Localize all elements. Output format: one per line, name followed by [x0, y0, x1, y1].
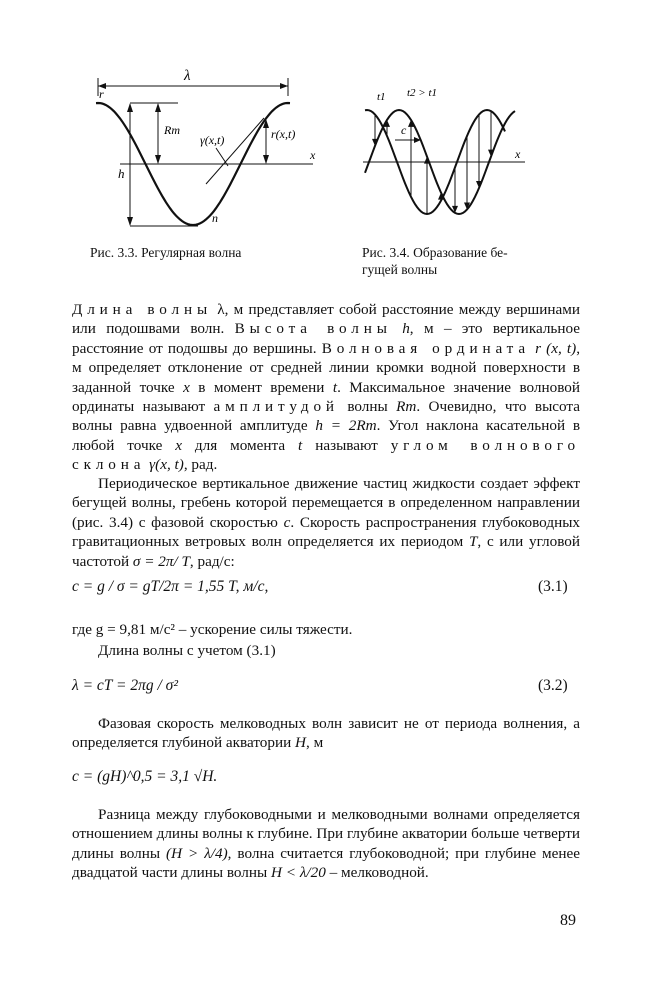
fig33-x-label: x: [310, 148, 316, 162]
math-symbol: x: [183, 378, 190, 396]
figure-3-3-regular-wave: [88, 68, 328, 238]
text-run: Разница между глубоководными и мелководными волнами определяется отношением длины волны к глубине. При глубине акватории больше четверти длины волны: [72, 806, 580, 862]
text-run: , рад.: [183, 456, 218, 474]
math-symbol: γ(x, t): [149, 456, 184, 474]
fig33-rxt-label: r(x,t): [271, 127, 296, 141]
math-symbol: Rm: [396, 398, 417, 416]
text-run: [392, 320, 402, 337]
paragraph-6: [72, 805, 580, 883]
math-symbol: t: [298, 436, 303, 454]
math-symbol: σ = 2π/ T: [132, 552, 190, 570]
text-run: , рад/с:: [189, 552, 235, 570]
fig33-r-label: r: [99, 87, 104, 101]
text-run: , м определяет отклонение от средней линии кромки водной поверхности в заданной точке: [72, 339, 580, 396]
fig33-gamma-label: γ(x,t): [200, 133, 225, 147]
text-run: . Максимальное значение волновой ординаты называют: [72, 378, 580, 416]
figure-3-4-traveling-wave: [355, 82, 540, 232]
figure-3-4-caption-line2: гущей волны: [362, 262, 438, 277]
text-run: Фазовая скорость мелководных волн зависит не от периода волнения, а определяется глубиной акватории: [72, 715, 580, 752]
text-run: , волна считается глубоководной; при глубине менее двадцатой части длины волны: [72, 844, 580, 882]
math-symbol: H < λ/20: [271, 864, 326, 882]
math-symbol: T: [468, 533, 478, 551]
math-symbol: h: [402, 320, 410, 338]
text-run: , с или угловой частотой: [72, 533, 580, 570]
text-run: . Очевидно, что высота волны равна удвоенной амплитуде: [72, 398, 580, 435]
paragraph-deep-vs-shallow: [72, 805, 580, 883]
equation-shallow-speed: c = (gH)^0,5 = 3,1 √H.: [72, 768, 218, 785]
paragraph-1: [72, 300, 580, 475]
spaced-term: амплитудой: [213, 398, 339, 416]
paragraph-wave-definitions: [72, 300, 580, 475]
spaced-term: углом волнового склона: [72, 436, 581, 474]
math-symbol: (H > λ/4): [166, 844, 228, 862]
math-symbol: c: [283, 513, 291, 531]
figure-3-4-caption-line1: Рис. 3.4. Образование бе-: [362, 245, 508, 260]
fig34-c-label: c: [401, 123, 407, 137]
equation-3-2: λ = cT = 2πg / σ²: [72, 677, 178, 694]
figure-3-3-caption: Рис. 3.3. Регулярная волна: [90, 245, 242, 260]
text-run: , м: [306, 734, 324, 752]
fig33-lambda-label: λ: [184, 68, 191, 84]
fig33-h-label: h: [118, 166, 125, 181]
spaced-term: Высота волны: [234, 320, 392, 338]
paragraph-shallow-water: [72, 714, 580, 753]
math-symbol: t: [332, 378, 338, 396]
equation-3-1: c = g / σ = gT/2π = 1,55 T, м/с,: [72, 578, 269, 595]
text-run: . Скорость распространения глубоководных гравитационных ветровых волн определяется их периодом: [72, 513, 580, 551]
fig33-trough-label: п: [212, 211, 218, 225]
text-run: , м – это вертикальное расстояние от подошвы до вершины.: [72, 320, 580, 357]
text-run: – мелководной.: [325, 864, 429, 882]
text-run: в момент времени: [189, 378, 333, 396]
fig34-t2-label: t2 > t1: [407, 87, 438, 99]
paragraph-5: [72, 714, 580, 753]
spaced-term: Длина волны: [72, 301, 213, 318]
fig33-rm-label: Rm: [164, 123, 180, 137]
page-number: 89: [560, 912, 576, 929]
fig34-x-label: x: [515, 147, 521, 161]
text-run: называют: [302, 436, 391, 454]
text-run: волны: [338, 398, 397, 416]
equation-3-1-number: (3.1): [538, 578, 568, 595]
text-run: Периодическое вертикальное движение частиц жидкости создает эффект бегущей волны, гребень которой перемещается в определенном направлении (рис. 3.4) с фазовой скоростью: [72, 475, 580, 531]
math-symbol: r (x, t): [535, 339, 577, 357]
math-symbol: x: [175, 436, 182, 454]
text-run: λ, м представляет собой расстояние между вершинами или подошвами волн.: [72, 301, 580, 338]
paragraph-2: [72, 474, 580, 571]
fig34-t1-label: t1: [377, 91, 386, 103]
text-run: для момента: [182, 436, 299, 454]
paragraph-gravity: где g = 9,81 м/с² – ускорение силы тяжести.: [72, 621, 353, 638]
paragraph-wavelength-intro: Длина волны с учетом (3.1): [98, 642, 276, 659]
equation-3-2-number: (3.2): [538, 677, 568, 694]
math-symbol: H: [295, 734, 306, 752]
paragraph-phase-velocity: [72, 474, 580, 571]
figure-3-4-caption: [362, 244, 508, 278]
math-symbol: h = 2Rm: [315, 417, 377, 435]
text-run: . Угол наклона касательной в любой точке: [72, 417, 580, 454]
spaced-term: Волновая ордината: [321, 339, 530, 357]
